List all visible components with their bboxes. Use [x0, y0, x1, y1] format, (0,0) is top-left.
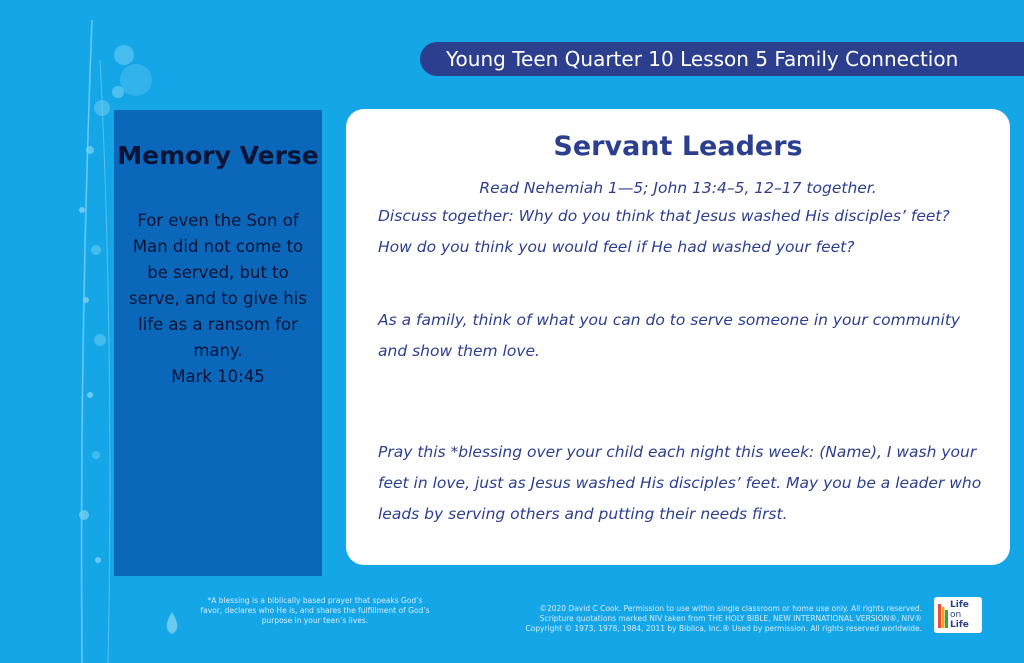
logo-line-3: Life — [950, 620, 969, 630]
memory-verse-text — [122, 208, 314, 390]
logo-text — [950, 600, 982, 630]
lesson-title: Servant Leaders — [553, 131, 803, 162]
logo-line-1: Life — [950, 600, 969, 610]
copyright-line: ©2020 David C Cook. Permission to use within single classroom or home use only. All rights reserved. — [539, 604, 922, 613]
niv-copyright: Copyright © 1973, 1978, 1984, 2011 by Biblica, Inc.® Used by permission. All rights reserved worldwide. — [525, 624, 922, 633]
memory-verse-panel — [114, 110, 322, 576]
memory-verse-body: For even the Son of Man did not come to be served, but to serve, and to give his life as a ransom for many. — [129, 211, 307, 360]
header-title-pill — [420, 42, 1024, 76]
memory-verse-title: Memory Verse — [117, 141, 319, 170]
copyright-block — [448, 604, 922, 634]
blessing-footnote: *A blessing is a biblically based prayer that speaks God’s favor, declares who He is, and shares the fulfillment of God’s purpose in your teen’s lives. — [200, 596, 430, 625]
logo-color-bars-icon — [938, 604, 948, 628]
life-on-life-logo — [934, 597, 982, 633]
prayer-blessing: Pray this *blessing over your child each night this week: (Name), I wash your feet in love, just as Jesus washed His disciples’ feet. May you be a leader who leads by serving others and putting their needs first. — [378, 443, 982, 523]
lesson-card — [346, 109, 1010, 565]
discussion-prompt: Discuss together: Why do you think that Jesus washed His disciples’ feet? How do you think you would feel if He had washed your feet? — [378, 207, 950, 256]
reading-instruction: Read Nehemiah 1—5; John 13:4–5, 12–17 together. — [479, 179, 877, 197]
scripture-note: Scripture quotations marked NIV taken from THE HOLY BIBLE, NEW INTERNATIONAL VERSION®, NIV® — [539, 614, 922, 623]
logo-line-2: on — [950, 610, 962, 620]
family-activity: As a family, think of what you can do to serve someone in your community and show them love. — [378, 311, 961, 360]
memory-verse-reference: Mark 10:45 — [171, 367, 265, 386]
header-title: Young Teen Quarter 10 Lesson 5 Family Connection — [446, 47, 959, 71]
